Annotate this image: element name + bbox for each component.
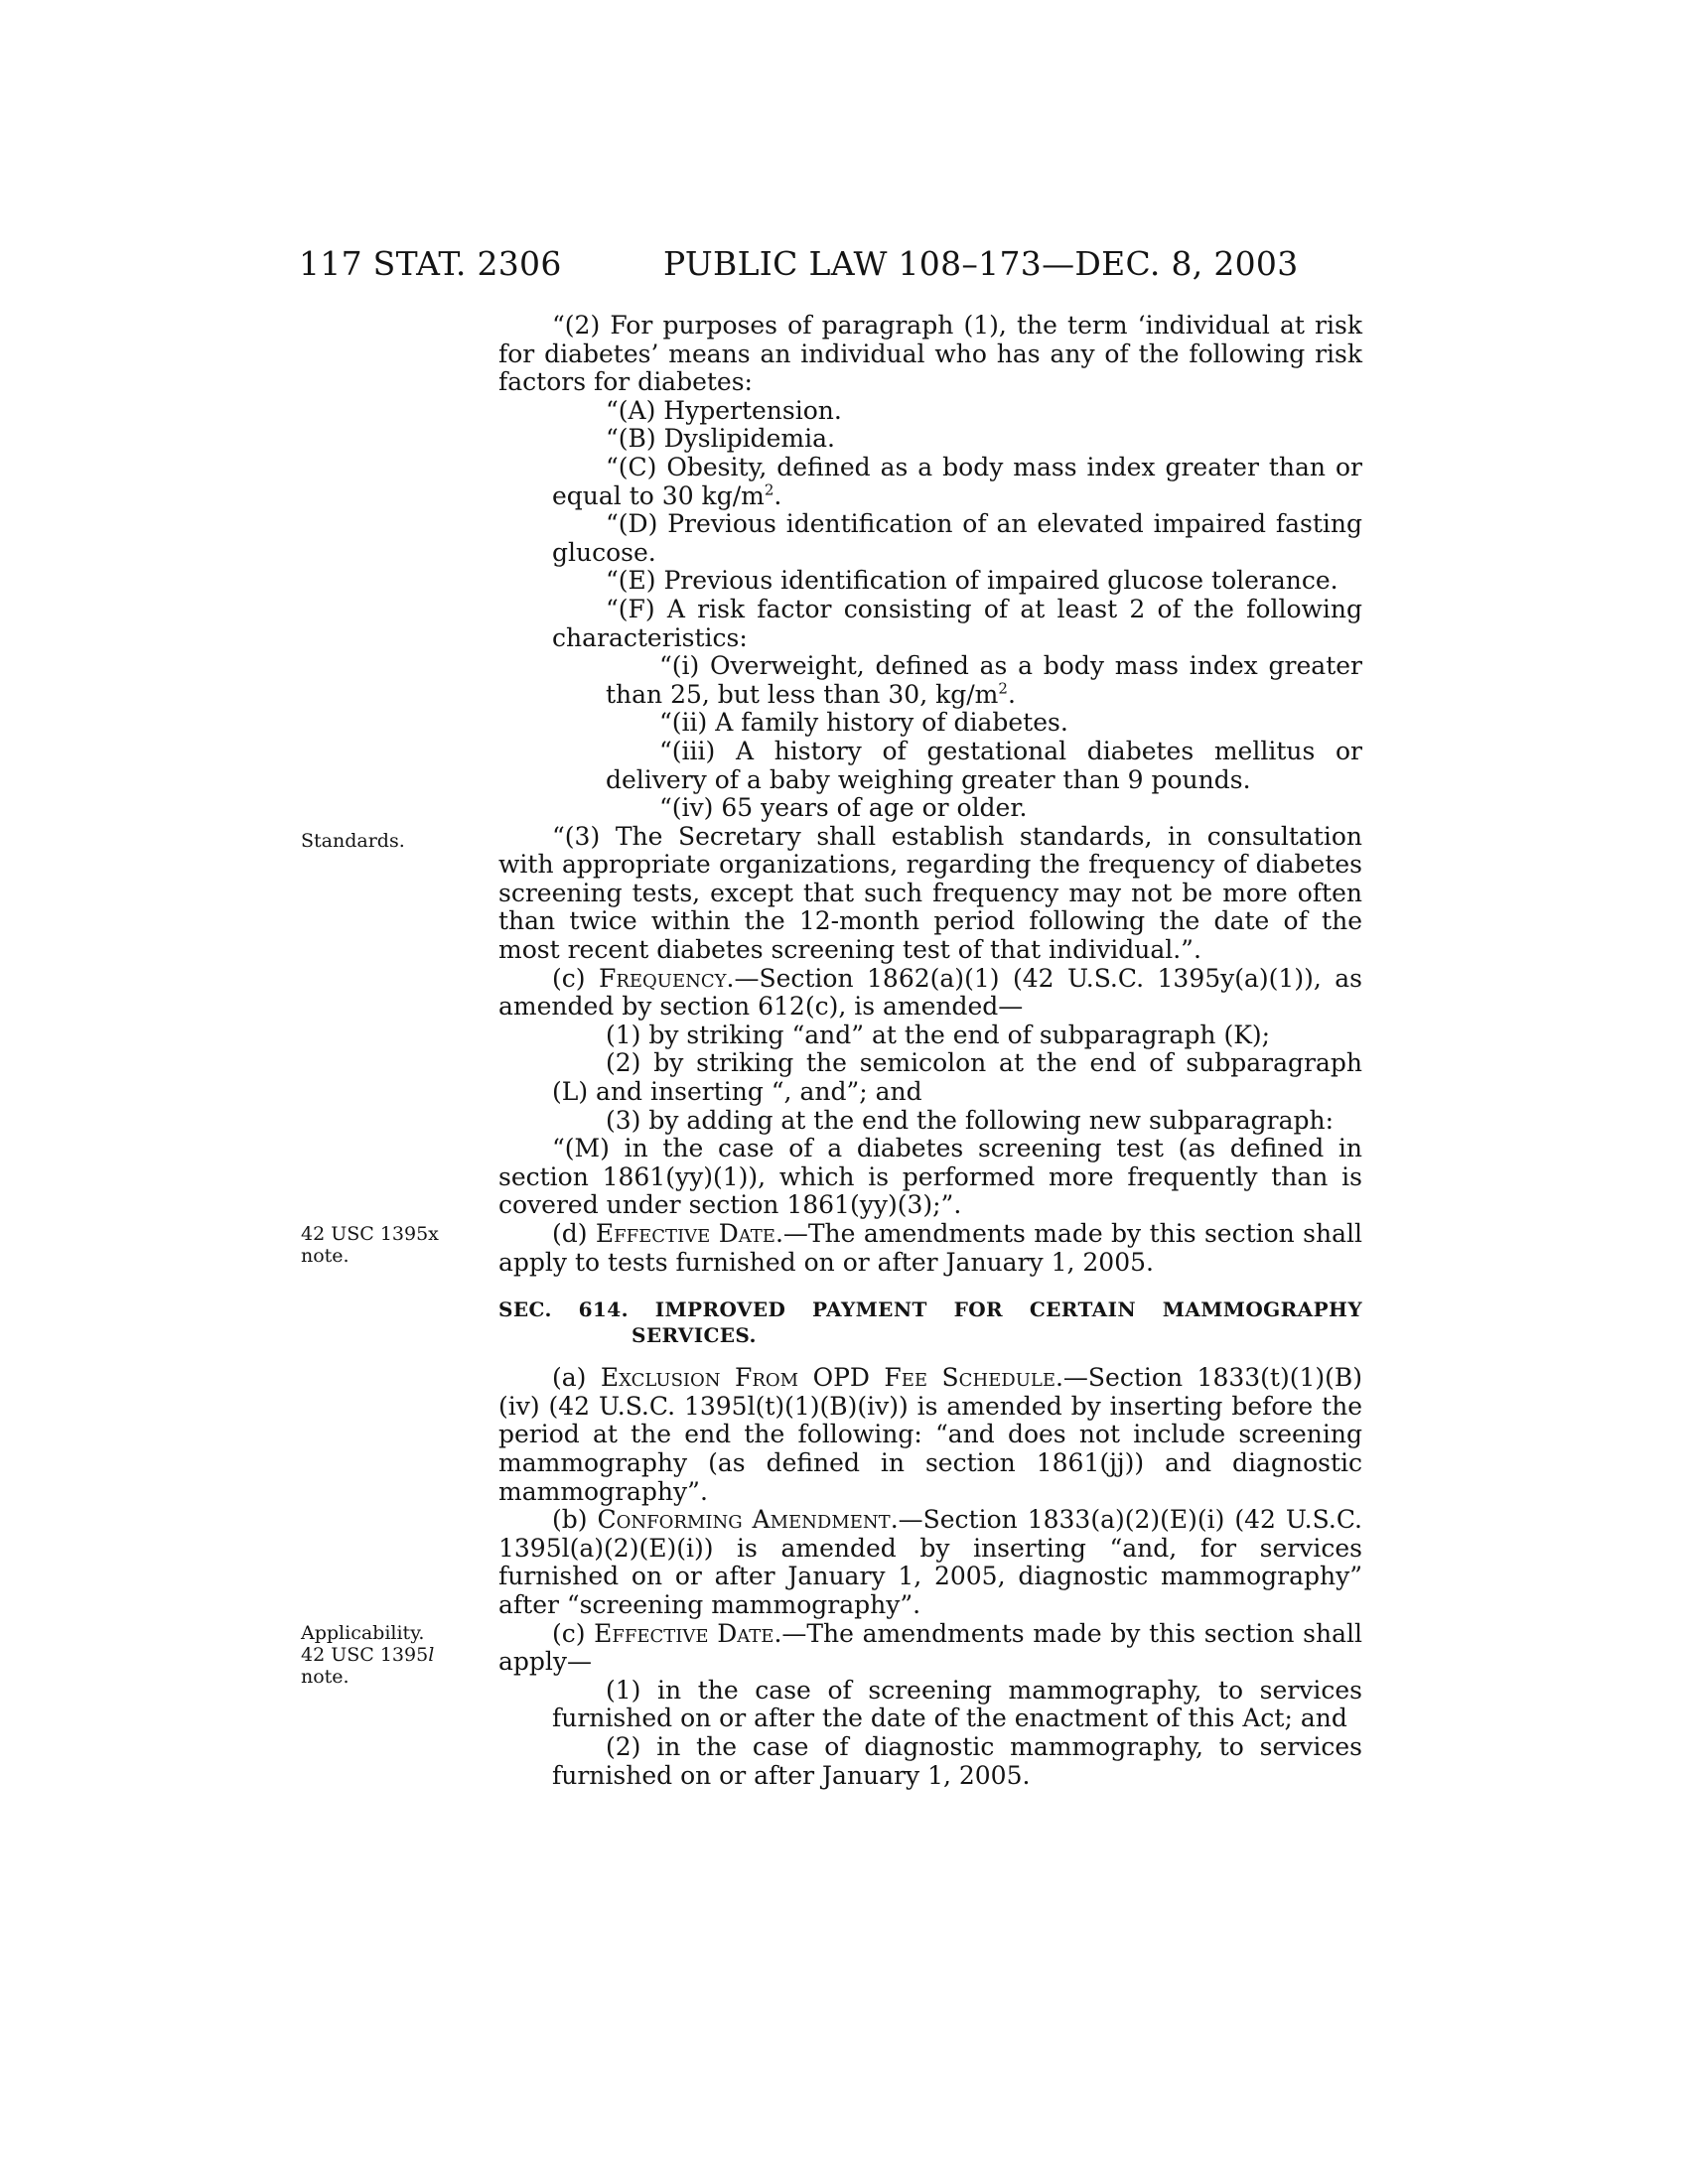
section-614-heading: SEC. 614. IMPROVED PAYMENT FOR CERTAIN MAMMOGRAPHY SERVICES. — [498, 1297, 1362, 1348]
subparagraph-e: “(E) Previous identification of impaired glucose tolerance. — [606, 566, 1338, 596]
clause-iv: “(iv) 65 years of age or older. — [659, 793, 1028, 823]
subparagraph-a: “(A) Hypertension. — [606, 395, 842, 425]
running-header: PUBLIC LAW 108–173—DEC. 8, 2003 — [663, 244, 1299, 283]
subsection-c-frequency: (c) Frequency.—Section 1862(a)(1) (42 U.S.C. 1395y(a)(1)), as amended by section 612(c), is amended— — [498, 963, 1362, 1022]
subsection-d-effective-date: (d) Effective Date.—The amendments made by this section shall apply to tests furnished on or after January 1, 2005. — [498, 1219, 1363, 1277]
subparagraph-c: “(C) Obesity, defined as a body mass index greater than or equal to 30 $kg/m^2$. — [552, 452, 1362, 510]
section-614-c-2: (2) in the case of diagnostic mammography, to services furnished on or after January 1, 2005. — [552, 1731, 1362, 1790]
section-614-c-1: (1) in the case of screening mammography, to services furnished on or after the date of the enactment of this Act; and — [552, 1675, 1362, 1733]
paragraph-2: “(2) For purposes of paragraph (1), the term ‘individual at risk for diabetes’ means an individual who has any of the following risk factors for diabetes: — [498, 311, 1362, 397]
subparagraph-b: “(B) Dyslipidemia. — [606, 424, 835, 454]
subparagraph-f: “(F) A risk factor consisting of at least 2 of the following characteristics: — [552, 594, 1362, 652]
amendment-1: (1) by striking “and” at the end of subparagraph (K); — [606, 1020, 1271, 1049]
margin-note-standards: Standards. — [301, 830, 405, 852]
clause-i: “(i) Overweight, defined as a body mass index greater than 25, but less than 30, $kg/m^2$. — [606, 651, 1362, 709]
section-614-c: (c) Effective Date.—The amendments made by this section shall apply— — [498, 1618, 1363, 1677]
margin-note-42-usc-1395x: 42 USC 1395x note. — [301, 1223, 439, 1267]
subparagraph-d: “(D) Previous identification of an elevated impaired fasting glucose. — [552, 509, 1362, 567]
new-subparagraph-m: “(M) in the case of a diabetes screening test (as defined in section 1861(yy)(1)), which is performed more frequently than is covered under section 1861(yy)(3);”. — [498, 1134, 1362, 1220]
statute-body — [498, 312, 1362, 1790]
clause-ii: “(ii) A family history of diabetes. — [659, 708, 1068, 738]
clause-iii: “(iii) A history of gestational diabetes mellitus or delivery of a baby weighing greater than 9 pounds. — [606, 736, 1362, 794]
section-614-a: (a) Exclusion From OPD Fee Schedule.—Section 1833(t)(1)(B)(iv) (42 U.S.C. 1395l(t)(1)(B)(iv)) is amended by inserting before the period at the end the following: “and does not include screening mammography (as defined in section 1861(jj)) and diagnostic mammography”. — [498, 1363, 1363, 1506]
margin-note-applicability: Applicability. 42 USC 1395l note. — [301, 1622, 435, 1688]
paragraph-3: “(3) The Secretary shall establish standards, in consultation with appropriate organizations, regarding the frequency of diabetes screening tests, except that such frequency may not be more often than twice within the 12-month period following the date of the most recent diabetes screening test of that individual.”. — [498, 821, 1362, 965]
amendment-2: (2) by striking the semicolon at the end of subparagraph (L) and inserting “, and”; and — [552, 1048, 1362, 1107]
section-614-b: (b) Conforming Amendment.—Section 1833(a)(2)(E)(i) (42 U.S.C. 1395l(a)(2)(E)(i)) is amended by inserting “and, for services furnished on or after January 1, 2005, diagnostic mammography” after “screening mammography”. — [498, 1505, 1362, 1619]
page-stat-citation: 117 STAT. 2306 — [299, 244, 562, 283]
amendment-3: (3) by adding at the end the following new subparagraph: — [606, 1105, 1335, 1135]
